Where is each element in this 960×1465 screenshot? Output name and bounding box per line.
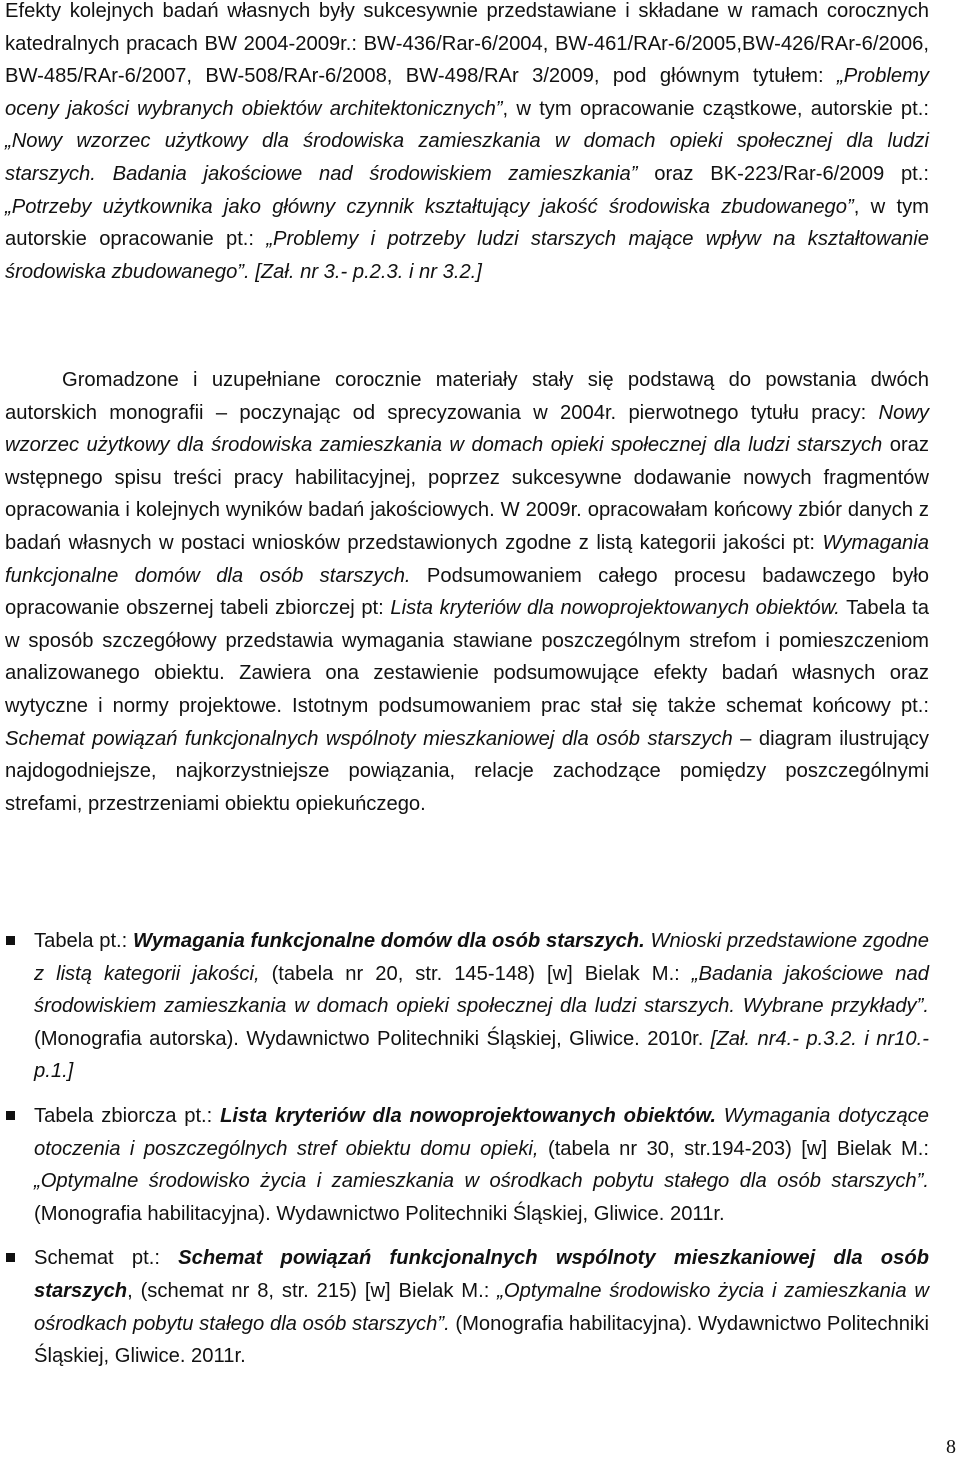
- item-text: (Monografia autorska). Wydawnictwo Politechniki Śląskiej, Gliwice. 2010r.: [34, 1027, 711, 1050]
- list-item: [5, 1242, 929, 1372]
- paragraph-monographs: [5, 364, 929, 820]
- text-run: oraz BK-223/Rar-6/2009 pt.:: [637, 162, 930, 185]
- item-italic: Wymagania dotyczące otoczenia i poszczególnych stref obiektu domu opieki,: [34, 1104, 929, 1160]
- square-bullet-icon: [6, 936, 15, 945]
- list-item: [5, 925, 929, 1088]
- text-run: , w tym autorskie opracowanie pt.:: [5, 195, 929, 251]
- text-run: – diagram ilustrujący najdogodniejsze, najkorzystniejsze powiązania, relacje zachodzące pomiędzy poszczególnymi strefami, przestrzeniami obiektu opiekuńczego.: [5, 727, 929, 815]
- item-italic: Wnioski przedstawione zgodne z listą kategorii jakości,: [34, 930, 929, 985]
- text-run: Podsumowaniem całego procesu badawczego było opracowanie obszernej tabeli zbiorczej pt:: [5, 564, 929, 620]
- item-lead: Tabela zbiorcza pt.:: [34, 1104, 221, 1127]
- italic-title: „Problemy i potrzeby ludzi starszych mające wpływ na kształtowanie środowiska zbudowanego”. [Zał. nr 3.- p.2.3. i nr 3.2.]: [5, 228, 929, 283]
- italic-title: Schemat powiązań funkcjonalnych wspólnoty mieszkaniowej dla osób starszych: [5, 727, 733, 750]
- italic-title: „Problemy oceny jakości wybranych obiektów architektonicznych”: [5, 65, 929, 120]
- bullet-list: [5, 925, 929, 1373]
- item-text: (Monografia habilitacyjna). Wydawnictwo Politechniki Śląskiej, Gliwice. 2011r.: [34, 1312, 929, 1368]
- item-text: (tabela nr 20, str. 145-148) [w] Bielak M.:: [259, 962, 692, 985]
- page-number: 8: [946, 1436, 956, 1458]
- text-run: Gromadzone i uzupełniane corocznie materiały stały się podstawą do powstania dwóch autorskich monografii – poczynając od sprecyzowania w 2004r. pierwotnego tytułu pracy:: [5, 369, 929, 424]
- italic-title: „Potrzeby użytkownika jako główny czynnik kształtujący jakość środowiska zbudowanego”: [5, 195, 854, 218]
- item-italic: „Badania jakościowe nad środowiskiem zamieszkania w domach opieki społecznej dla ludzi starszych. Wybrane przykłady”.: [34, 962, 929, 1018]
- item-title: Schemat powiązań funkcjonalnych wspólnoty mieszkaniowej dla osób starszych: [34, 1247, 930, 1302]
- italic-title: Nowy wzorzec użytkowy dla środowiska zamieszkania w domach opieki społecznej dla ludzi starszych: [5, 401, 929, 457]
- item-italic: [Zał. nr4.- p.3.2. i nr10.- p.1.]: [34, 1027, 929, 1083]
- item-text: (Monografia habilitacyjna). Wydawnictwo Politechniki Śląskiej, Gliwice. 2011r.: [34, 1202, 725, 1225]
- item-lead: Schemat pt.:: [34, 1247, 179, 1270]
- item-text: , (schemat nr 8, str. 215) [w] Bielak M.:: [127, 1279, 498, 1302]
- text-run: , w tym opracowanie cząstkowe, autorskie pt.:: [502, 97, 929, 120]
- list-item: [5, 1100, 929, 1230]
- item-text: (tabela nr 30, str.194-203) [w] Bielak M.:: [538, 1137, 930, 1160]
- item-italic: „Optymalne środowisko życia i zamieszkania w ośrodkach pobytu stałego dla osób starszych”.: [34, 1279, 929, 1335]
- italic-title: „Nowy wzorzec użytkowy dla środowiska zamieszkania w domach opieki społecznej dla ludzi starszych. Badania jakościowe nad środowiskiem zamieszkania”: [5, 130, 929, 185]
- item-lead: Tabela pt.:: [34, 930, 133, 952]
- paragraph-research-reports: [5, 0, 929, 288]
- text-run: Tabela ta w sposób szczegółowy przedstawia wymagania stawiane poszczególnym strefom i pomieszczeniom analizowanego obiektu. Zawiera ona zestawienie podsumowujące efekty badań własnych oraz wytyczne i normy projektowe. Istotnym podsumowaniem prac stał się także schemat końcowy pt.:: [5, 597, 929, 717]
- item-italic: „Optymalne środowisko życia i zamieszkania w ośrodkach pobytu stałego dla osób starszych”.: [34, 1170, 929, 1193]
- item-title: Wymagania funkcjonalne domów dla osób starszych.: [133, 930, 645, 952]
- item-title: Lista kryteriów dla nowoprojektowanych obiektów.: [220, 1104, 716, 1127]
- italic-title: Lista kryteriów dla nowoprojektowanych obiektów.: [390, 597, 840, 620]
- text-run: oraz wstępnego spisu treści pracy habilitacyjnej, poprzez sukcesywne dodawanie nowych fragmentów opracowania i kolejnych wyników badań jakościowych. W 2009r. opracowałam końcowy zbiór danych z badań własnych w postaci wniosków przedstawionych zgodne z listą kategorii jakości pt:: [5, 434, 929, 554]
- square-bullet-icon: [6, 1253, 15, 1262]
- text-run: Efekty kolejnych badań własnych były sukcesywnie przedstawiane i składane w ramach corocznych katedralnych pracach BW 2004-2009r.: BW-436/Rar-6/2004, BW-461/RAr-6/2005,BW-426/RAr-6/2006, BW-485/RAr-6/2007, BW-508/RAr-6/2008, BW-498/RAr 3/2009, pod głównym tytułem:: [5, 0, 929, 88]
- italic-title: Wymagania funkcjonalne domów dla osób starszych.: [5, 531, 929, 587]
- square-bullet-icon: [6, 1111, 15, 1120]
